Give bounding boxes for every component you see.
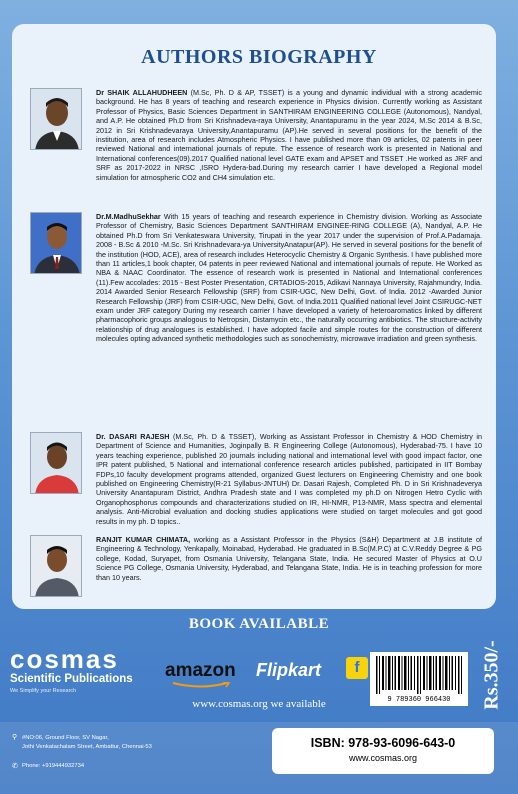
phone-icon: ✆ bbox=[12, 763, 18, 770]
isbn-box bbox=[272, 728, 494, 774]
page-title: AUTHORS BIOGRAPHY bbox=[141, 46, 377, 68]
bio-text bbox=[96, 212, 482, 344]
publisher-subname: Scientific Publications bbox=[10, 673, 133, 685]
author-name: Dr SHAIK ALLAHUDHEEN bbox=[96, 88, 188, 97]
isbn-website: www.cosmas.org bbox=[348, 753, 418, 763]
price-label bbox=[472, 620, 512, 730]
amazon-smile-icon bbox=[171, 682, 231, 688]
address-line: #NO:06, Ground Floor, SV Nagar, bbox=[22, 735, 109, 741]
author-photo bbox=[30, 432, 82, 494]
bio-body: working as a Assistant Professor in the Physics (S&H) Department at J.B institute of Engineering & Technology, Yenkapally, Moinabad, Hyderabad. He graduated in B.Sc(M.P.C) at C.V.Reddy Degree & PG college, Kodad, Suryapet, from Osmania University, Telangana State, India. He secured Master of Physics at O.U Science PG College, Osmania University, Hyderabad, and Telangana State, India. He is in teaching profession for more than 10 years. bbox=[96, 535, 483, 582]
author-name: RANJIT KUMAR CHIMATA, bbox=[96, 535, 191, 544]
isbn-number: ISBN: 978-93-6096-643-0 bbox=[310, 736, 456, 750]
location-pin-icon: ⚲ bbox=[12, 734, 18, 741]
book-available-heading: BOOK AVAILABLE bbox=[188, 616, 330, 632]
flipkart-bag-icon: f bbox=[346, 657, 368, 679]
publisher-logo bbox=[10, 646, 150, 694]
price-text: Rs.350/- bbox=[480, 640, 503, 710]
amazon-logo bbox=[165, 660, 236, 682]
publisher-tagline: We Simplify your Research bbox=[10, 688, 77, 694]
publisher-phone bbox=[12, 763, 85, 770]
bio-text bbox=[96, 535, 482, 582]
author-photo bbox=[30, 535, 82, 597]
author-name: Dr. DASARI RAJESH bbox=[96, 432, 170, 441]
address-line: Jothi Venkatachalam Street, Ambattur, Chennai-53 bbox=[22, 743, 152, 750]
bio-body: With 15 years of teaching and research experience in Chemistry division. Working as Associate Professor of Chemistry, Basic Sciences Department SANTHIRAM ENGINEE-RING COLLEGE (A), Nandyal, A.P. He obtained Ph.D from Sri Venkateswara University, Tirupati in the year 2017 under the supervision of Prof.A.Padamaja. 2008 - B.Sc & 2010 -M.Sc. Sri Krishnadevara-ya UniversityAnatapur(AP). He served in several positions for the benefit of the institution (HOD, ACE), area of research includes Heterocyclic Chemistry & Organic Synthesis. I have published more than 11 articles,1 book chapter, 04 patents in peer reviewed National and international journals of repute. He Worked as NBA & NAAC Coordinator. The essence of research work is presented in National and International conferences (11).Few accolades: 2015 - Best Poster Presentation, CRTADIOS-2015, Adikavi Nannaya University, Rajahmundry, India. 2014 Awarded Senior Research Fellowship (SRF) from CSIR-UGC, New Delhi, Govt. of India. 2012 -Awarded Junior Research Fellowship (JRF) from CSIR-UGC, New Delhi, Govt. of India.2011 Qualified national level Joint CSIRUGC-NET exam under JRF category During my research carrier I have developed a variety of heteroaromatics linked by different pharmacophoric groups analogous to Netropsin, Distamycin etc., the naturally occurring antibiotics. The structure-activity relationship of drug analogues is established. I have adopted facile and simple routes for the construction of different molecules opting advanced synthetic methodologies such as sonochemistry, microwave irradiation and green synthesis. bbox=[96, 212, 482, 344]
bio-text bbox=[96, 88, 482, 182]
flipkart-logo bbox=[256, 660, 321, 681]
amazon-label: amazon bbox=[165, 660, 236, 681]
bio-body: (M.Sc, Ph. D & TSSET), Working as Assistant Professor in Chemistry & HOD Chemistry in Department of Science and Humanities, Joginpally B. R Engineering College (Autonomous), Hyderabad-75. I have 10 years teaching experience, published 20 journals including national and international level with good impact factor, one IPR patent published, 5 National and international conference research articles published, participated in IIT Bombay FDPs,10 faculty development programs attended, organized Guest lecturers on Engineering Chemistry and one book published on Engineering Chemistry(R-21 Syllabus-JNTUH) Dr. Dasari Rajesh, Completed Ph. D in Sri Krishnadeverya University Anantapuram District, Andhra Pradesh state and I was completed my ph.D on Nitrogen Hetro Cyclic with Organophosphorus compounds and characterizations studied on IR, HI-NMR, P13-NMR, Mass spectra and elemental analysis. Anti-Microbial evaluation and docking studies applications were studied on target molecules and got good results in my ph. D topics.. bbox=[96, 432, 483, 526]
website-line: www.cosmas.org we available bbox=[192, 698, 326, 710]
publisher-name: cosmas bbox=[10, 644, 119, 674]
barcode-icon bbox=[376, 656, 462, 694]
phone-text: Phone: +919444932734 bbox=[22, 763, 85, 769]
publisher-address bbox=[12, 734, 152, 751]
author-name: Dr.M.MadhuSekhar bbox=[96, 212, 161, 221]
bio-text bbox=[96, 432, 482, 526]
flipkart-label: Flipkart bbox=[256, 660, 322, 680]
bio-body: (M.Sc, Ph. D & AP, TSSET) is a young and dynamic individual with a strong academic background. He has 8 years of teaching and research experience in Physics division. Currently working as Assistant Professor of Physics, Basic Sciences Department in SANTHIRAM ENGINEERING COLLEGE (Autonomous), Nandyal, and A.P. He obtained Ph.D from Sri Krishnadeva-raya University, Anantapuramu in the year 2024, M.Sc 2014 & B.Sc, 2012 in Sri Krishnadevaraya University,Anantapuramu (AP).He served in several positions for the benefit of the institution, area of research includes Atmospheric Physics. I have published more than 09 articles, 02 patents in peer reviewed National and international journals of repute. The essence of research work is presented in National and International conferences(09).2017 Qualified national level GATE exam and APSET and TSSET .He worked as JRF and SRF as 2017-2022 in NRSC ,ISRO Hydera-bad.During my research carrier I have developed a Regional model simulation for atmospheric CO2 and CH4 simulation etc. bbox=[96, 88, 482, 182]
author-photo bbox=[30, 212, 82, 274]
author-photo bbox=[30, 88, 82, 150]
barcode-digits: 9 789360 966430 bbox=[387, 696, 451, 704]
